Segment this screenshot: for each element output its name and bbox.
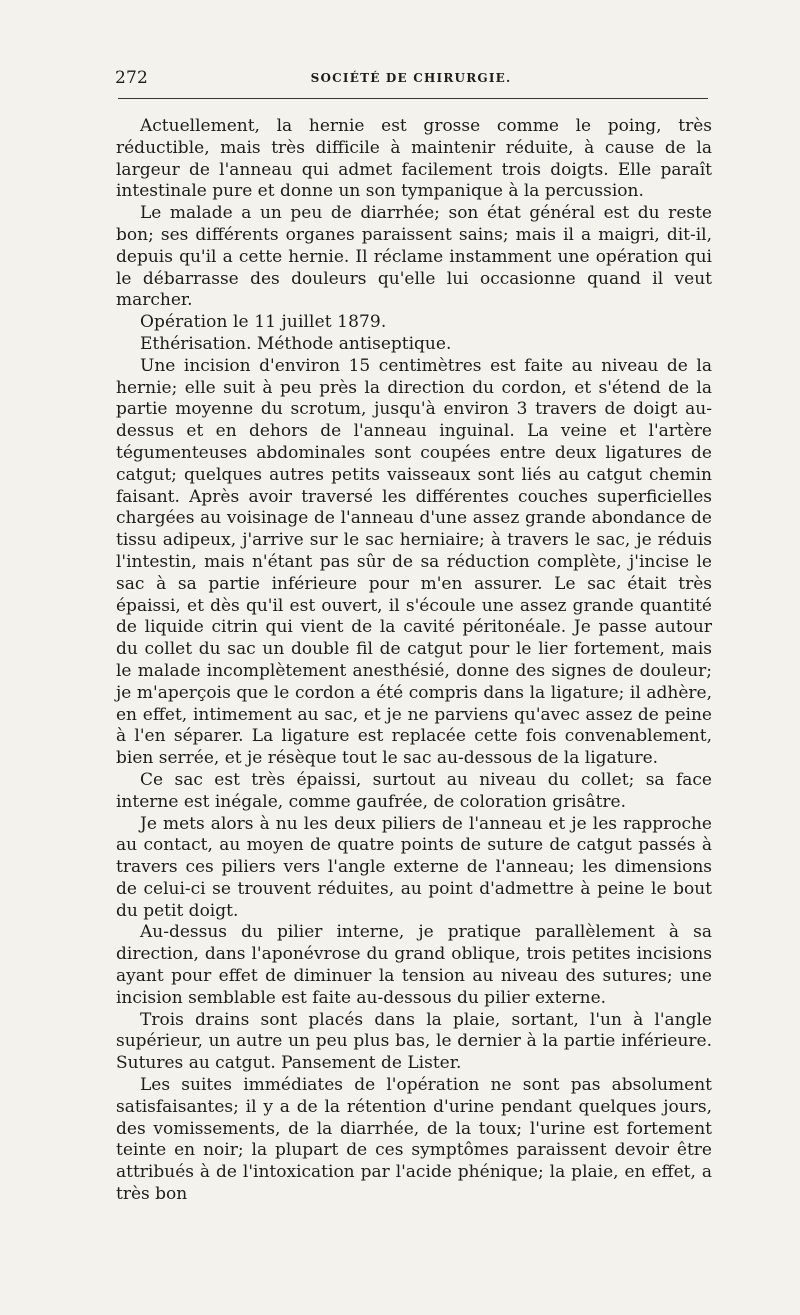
paragraph-3: Opération le 11 juillet 1879. — [140, 312, 387, 333]
header-rule — [118, 98, 708, 99]
journal-title: SOCIÉTÉ DE CHIRURGIE. — [310, 71, 512, 85]
page-number: 272 — [115, 68, 149, 88]
paragraph-10: Les suites immédiates de l'opération ne sont pas absolument satisfaisantes; il y a de la rétention d'urine pendant quelques jours, des vomissements, de la diarrhée, de la toux; l'urine est fortement teinte en noir; la plupart de ces symptômes paraissent devoir être attribués à de l'intoxication par l'acide phénique; la plaie, en effet, a très bon — [116, 1075, 712, 1205]
running-head — [115, 68, 707, 92]
paragraph-4: Ethérisation. Méthode antiseptique. — [140, 333, 452, 354]
paragraph-2: Le malade a un peu de diarrhée; son état général est du reste bon; ses différents organes paraissent sains; mais il a maigri, dit-il, depuis qu'il a cette hernie. Il réclame instamment une opération qui le débarrasse des douleurs qu'elle lui occasionne quand il veut marcher. — [116, 203, 712, 311]
paragraph-5: Une incision d'environ 15 centimètres est faite au niveau de la hernie; elle suit à peu près la direction du cordon, et s'étend de la partie moyenne du scrotum, jusqu'à environ 3 travers de doigt au-dessus et en dehors de l'anneau inguinal. La veine et l'artère tégumenteuses abdominales sont coupées entre deux ligatures de catgut; quelques autres petits vaisseaux sont liés au catgut chemin faisant. Après avoir traversé les différentes couches superficielles chargées au voisinage de l'anneau d'une assez grande abondance de tissu adipeux, j'arrive sur le sac herniaire; à travers le sac, je réduis l'intestin, mais n'étant pas sûr de sa réduction complète, j'incise le sac à sa partie inférieure pour m'en assurer. Le sac était très épaissi, et dès qu'il est ouvert, il s'écoule une assez grande quantité de liquide citrin qui vient de la cavité péritonéale. Je passe autour du collet du sac un double fil de catgut pour le lier fortement, mais le malade incomplètement anesthésié, donne des signes de douleur; je m'aperçois que le cordon a été compris dans la ligature; il adhère, en effet, intimement au sac, et je ne parviens qu'avec assez de peine à l'en séparer. La ligature est replacée cette fois convenablement, bien serrée, et je résèque tout le sac au-dessous de la ligature. — [116, 355, 712, 769]
paragraph-1: Actuellement, la hernie est grosse comme le poing, très réductible, mais très difficile à maintenir réduite, à cause de la largeur de l'anneau qui admet facilement trois doigts. Elle paraît intestinale pure et donne un son tympanique à la percussion. — [116, 116, 712, 202]
paragraph-9: Trois drains sont placés dans la plaie, sortant, l'un à l'angle supérieur, un autre un peu plus bas, le dernier à la partie inférieure. Sutures au catgut. Pansement de Lister. — [116, 1009, 712, 1074]
paragraph-7: Je mets alors à nu les deux piliers de l'anneau et je les rapproche au contact, au moyen de quatre points de suture de catgut passés à travers ces piliers vers l'angle externe de l'anneau; les dimensions de celui-ci se trouvent réduites, au point d'admettre à peine le bout du petit doigt. — [116, 813, 712, 921]
paragraph-8: Au-dessus du pilier interne, je pratique parallèlement à sa direction, dans l'aponévrose du grand oblique, trois petites incisions ayant pour effet de diminuer la tension au niveau des sutures; une incision semblable est faite au-dessous du pilier externe. — [116, 922, 712, 1008]
paragraph-6: Ce sac est très épaissi, surtout au niveau du collet; sa face interne est inégale, comme gaufrée, de coloration grisâtre. — [116, 769, 712, 812]
body-text — [116, 116, 712, 1206]
